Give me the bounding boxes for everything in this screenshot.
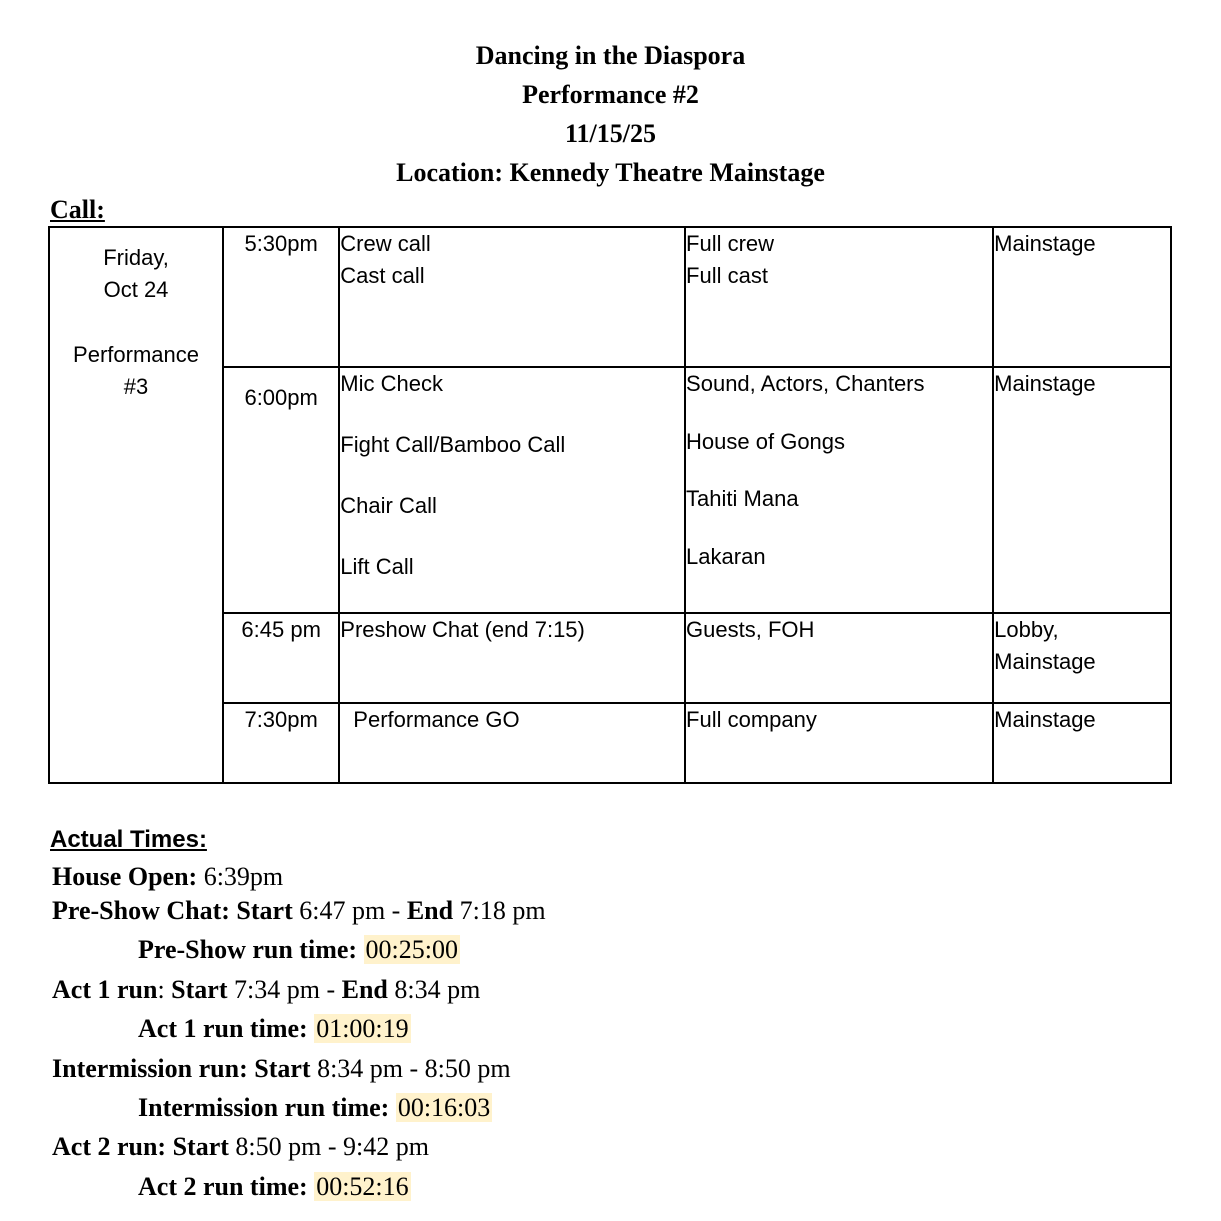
location-item: Mainstage <box>994 371 1096 396</box>
activity-cell <box>339 227 685 367</box>
who-cell <box>685 703 993 783</box>
who-item: Full company <box>686 707 817 732</box>
activity-cell <box>339 367 685 613</box>
preshow-end-value: 7:18 pm <box>453 896 546 925</box>
who-cell <box>685 613 993 703</box>
preshow-runtime-line <box>52 933 546 972</box>
preshow-start-label: Start <box>236 896 293 925</box>
activity-item: Mic Check <box>340 371 443 396</box>
intermission-runtime-line <box>52 1091 546 1130</box>
time-cell: 5:30pm <box>223 227 339 367</box>
who-item: Lakaran <box>686 543 766 569</box>
who-item: Guests, FOH <box>686 617 815 642</box>
day-performance-number: #3 <box>123 374 149 399</box>
who-cell <box>685 227 993 367</box>
act1-start-label: Start <box>171 974 228 1004</box>
preshow-runtime-value: 00:25:00 <box>365 935 458 965</box>
day-weekday: Friday, <box>103 245 169 270</box>
who-item: Full cast <box>686 263 768 288</box>
location-item: Lobby, <box>994 617 1059 642</box>
document-title <box>0 36 1221 192</box>
location-cell <box>993 613 1171 703</box>
activity-item: Chair Call <box>340 493 437 518</box>
time-cell: 6:00pm <box>223 367 339 613</box>
preshow-chat-label: Pre-Show Chat: <box>52 896 230 925</box>
activity-item: Preshow Chat (end 7:15) <box>340 617 585 642</box>
location-item: Mainstage <box>994 707 1096 732</box>
act1-runtime-value: 01:00:19 <box>316 1014 409 1044</box>
who-item: House of Gongs <box>686 428 846 454</box>
call-heading: Call: <box>50 195 105 224</box>
actual-times-list <box>52 860 546 1209</box>
act2-run-value: 8:50 pm - 9:42 pm <box>228 1132 429 1162</box>
who-cell <box>685 367 993 613</box>
location-item: Mainstage <box>994 649 1096 674</box>
location-cell <box>993 703 1171 783</box>
act1-run-colon: : <box>157 974 172 1004</box>
act1-end-label: End <box>341 974 388 1004</box>
day-performance-label: Performance <box>73 342 199 367</box>
location-cell <box>993 367 1171 613</box>
act1-runtime-label: Act 1 run time: <box>138 1014 308 1044</box>
preshow-chat-line <box>52 894 546 933</box>
activity-item: Lift Call <box>340 554 414 579</box>
house-open-label: House Open: <box>52 862 198 891</box>
day-date: Oct 24 <box>103 277 169 302</box>
act2-runtime-line <box>52 1170 546 1209</box>
intermission-runtime-label: Intermission run time: <box>138 1092 390 1122</box>
activity-cell <box>339 703 685 783</box>
intermission-run-value: 8:34 pm - 8:50 pm <box>310 1053 511 1083</box>
title-location: Location: Kennedy Theatre Mainstage <box>396 158 825 187</box>
house-open-line <box>52 860 546 894</box>
time-cell: 7:30pm <box>223 703 339 783</box>
preshow-end-label: End <box>406 896 454 925</box>
who-item: Tahiti Mana <box>686 486 799 511</box>
time-cell: 6:45 pm <box>223 613 339 703</box>
table-row <box>49 227 1171 367</box>
day-cell <box>49 227 223 783</box>
who-item: Sound, Actors, Chanters <box>686 371 925 396</box>
activity-cell <box>339 613 685 703</box>
title-date: 11/15/25 <box>564 119 656 148</box>
activity-item: Performance GO <box>353 707 520 732</box>
location-item: Mainstage <box>994 231 1096 256</box>
act2-runtime-value: 00:52:16 <box>316 1171 409 1201</box>
title-performance-number: Performance #2 <box>522 80 699 109</box>
activity-item: Fight Call/Bamboo Call <box>340 432 566 457</box>
act1-runtime-line <box>52 1012 546 1051</box>
intermission-run-line <box>52 1052 546 1091</box>
preshow-start-value: 6:47 pm - <box>292 896 407 925</box>
act2-run-label: Act 2 run: Start <box>52 1132 229 1162</box>
act1-run-line <box>52 973 546 1012</box>
preshow-runtime-label: Pre-Show run time: <box>138 935 358 965</box>
act1-end-value: 8:34 pm <box>387 974 481 1004</box>
act2-run-line <box>52 1130 546 1169</box>
location-cell <box>993 227 1171 367</box>
intermission-run-label: Intermission run: Start <box>52 1053 311 1083</box>
house-open-value: 6:39pm <box>197 862 284 891</box>
act1-start-value: 7:34 pm - <box>227 974 342 1004</box>
act2-runtime-label: Act 2 run time: <box>138 1171 308 1201</box>
title-event-name: Dancing in the Diaspora <box>475 41 746 70</box>
activity-item: Cast call <box>340 263 425 288</box>
intermission-runtime-value: 00:16:03 <box>397 1092 491 1122</box>
act1-run-label: Act 1 run <box>52 974 158 1004</box>
who-item: Full crew <box>686 231 775 256</box>
activity-item: Crew call <box>340 231 431 256</box>
actual-times-heading: Actual Times: <box>50 826 207 853</box>
call-schedule-table <box>48 226 1172 784</box>
